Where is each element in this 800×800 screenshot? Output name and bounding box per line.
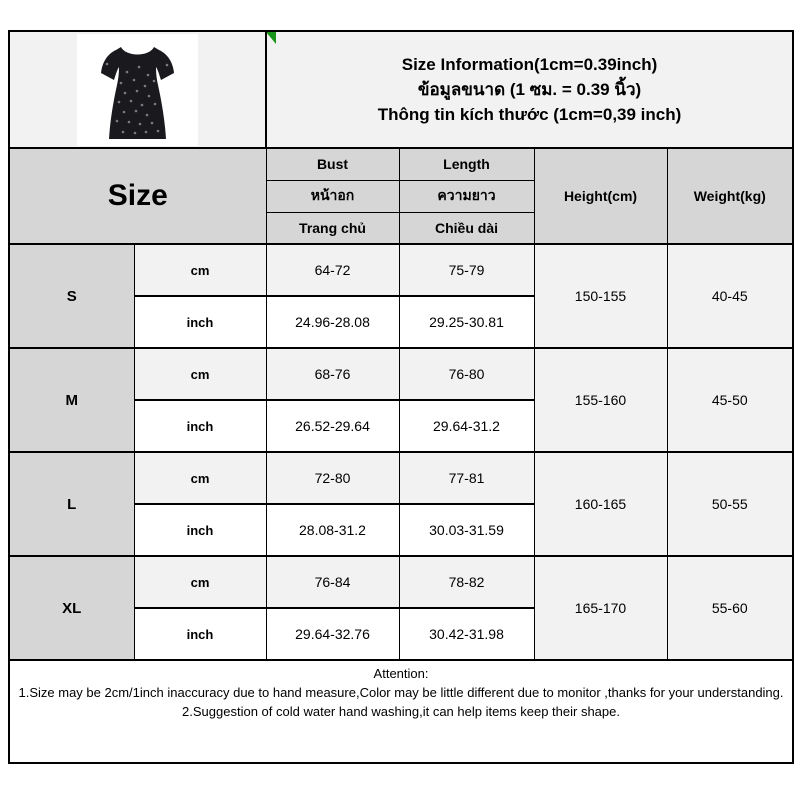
title-thai: ข้อมูลขนาด (1 ซม. = 0.39 นิ้ว) xyxy=(417,80,642,99)
size-label-l: L xyxy=(9,452,134,556)
unit-cm-label: cm xyxy=(134,244,266,296)
unit-inch-label: inch xyxy=(134,296,266,348)
unit-inch-label: inch xyxy=(134,608,266,660)
xl-length-cm: 78-82 xyxy=(399,556,534,608)
l-length-cm: 77-81 xyxy=(399,452,534,504)
size-label-m: M xyxy=(9,348,134,452)
attention-cell xyxy=(9,660,793,763)
row-s-cm xyxy=(9,244,793,296)
title-cell xyxy=(266,31,793,148)
title-english: Size Information(1cm=0.39inch) xyxy=(401,55,658,74)
l-weight: 50-55 xyxy=(667,452,793,556)
attention-row xyxy=(9,660,793,763)
s-length-inch: 29.25-30.81 xyxy=(399,296,534,348)
m-height: 155-160 xyxy=(534,348,667,452)
row-l-cm xyxy=(9,452,793,504)
title-vietnamese: Thông tin kích thước (1cm=0,39 inch) xyxy=(377,105,682,124)
bust-header-th: หน้าอก xyxy=(266,180,399,212)
product-photo xyxy=(77,34,198,146)
l-bust-inch: 28.08-31.2 xyxy=(266,504,399,556)
row-xl-cm xyxy=(9,556,793,608)
s-bust-inch: 24.96-28.08 xyxy=(266,296,399,348)
unit-cm-label: cm xyxy=(134,556,266,608)
length-header-vi: Chiều dài xyxy=(399,212,534,244)
unit-cm-label: cm xyxy=(134,348,266,400)
l-bust-cm: 72-80 xyxy=(266,452,399,504)
xl-height: 165-170 xyxy=(534,556,667,660)
unit-inch-label: inch xyxy=(134,400,266,452)
s-weight: 40-45 xyxy=(667,244,793,348)
s-height: 150-155 xyxy=(534,244,667,348)
length-header-th: ความยาว xyxy=(399,180,534,212)
image-title-row xyxy=(9,31,793,148)
unit-cm-label: cm xyxy=(134,452,266,504)
xl-bust-cm: 76-84 xyxy=(266,556,399,608)
s-bust-cm: 64-72 xyxy=(266,244,399,296)
weight-header: Weight(kg) xyxy=(667,148,793,244)
unit-inch-label: inch xyxy=(134,504,266,556)
s-length-cm: 75-79 xyxy=(399,244,534,296)
l-length-inch: 30.03-31.59 xyxy=(399,504,534,556)
m-length-cm: 76-80 xyxy=(399,348,534,400)
size-label-s: S xyxy=(9,244,134,348)
attention-heading: Attention: xyxy=(373,666,429,681)
xl-bust-inch: 29.64-32.76 xyxy=(266,608,399,660)
attention-note-1: 1.Size may be 2cm/1inch inaccuracy due to hand measure,Color may be little different due to monitor ,thanks for your understanding. xyxy=(18,685,784,700)
xl-weight: 55-60 xyxy=(667,556,793,660)
m-bust-inch: 26.52-29.64 xyxy=(266,400,399,452)
dress-illustration xyxy=(77,34,198,146)
height-header: Height(cm) xyxy=(534,148,667,244)
size-column-header: Size xyxy=(9,148,266,244)
size-chart-table xyxy=(8,30,794,764)
m-length-inch: 29.64-31.2 xyxy=(399,400,534,452)
row-m-cm xyxy=(9,348,793,400)
product-photo-cell xyxy=(9,31,266,148)
m-bust-cm: 68-76 xyxy=(266,348,399,400)
bust-header-vi: Trang chủ xyxy=(266,212,399,244)
xl-length-inch: 30.42-31.98 xyxy=(399,608,534,660)
l-height: 160-165 xyxy=(534,452,667,556)
size-label-xl: XL xyxy=(9,556,134,660)
length-header-en: Length xyxy=(399,148,534,180)
attention-note-2: 2.Suggestion of cold water hand washing,it can help items keep their shape. xyxy=(182,704,620,719)
green-corner-marker-icon xyxy=(266,31,276,43)
bust-header-en: Bust xyxy=(266,148,399,180)
header-row-en xyxy=(9,148,793,180)
m-weight: 45-50 xyxy=(667,348,793,452)
